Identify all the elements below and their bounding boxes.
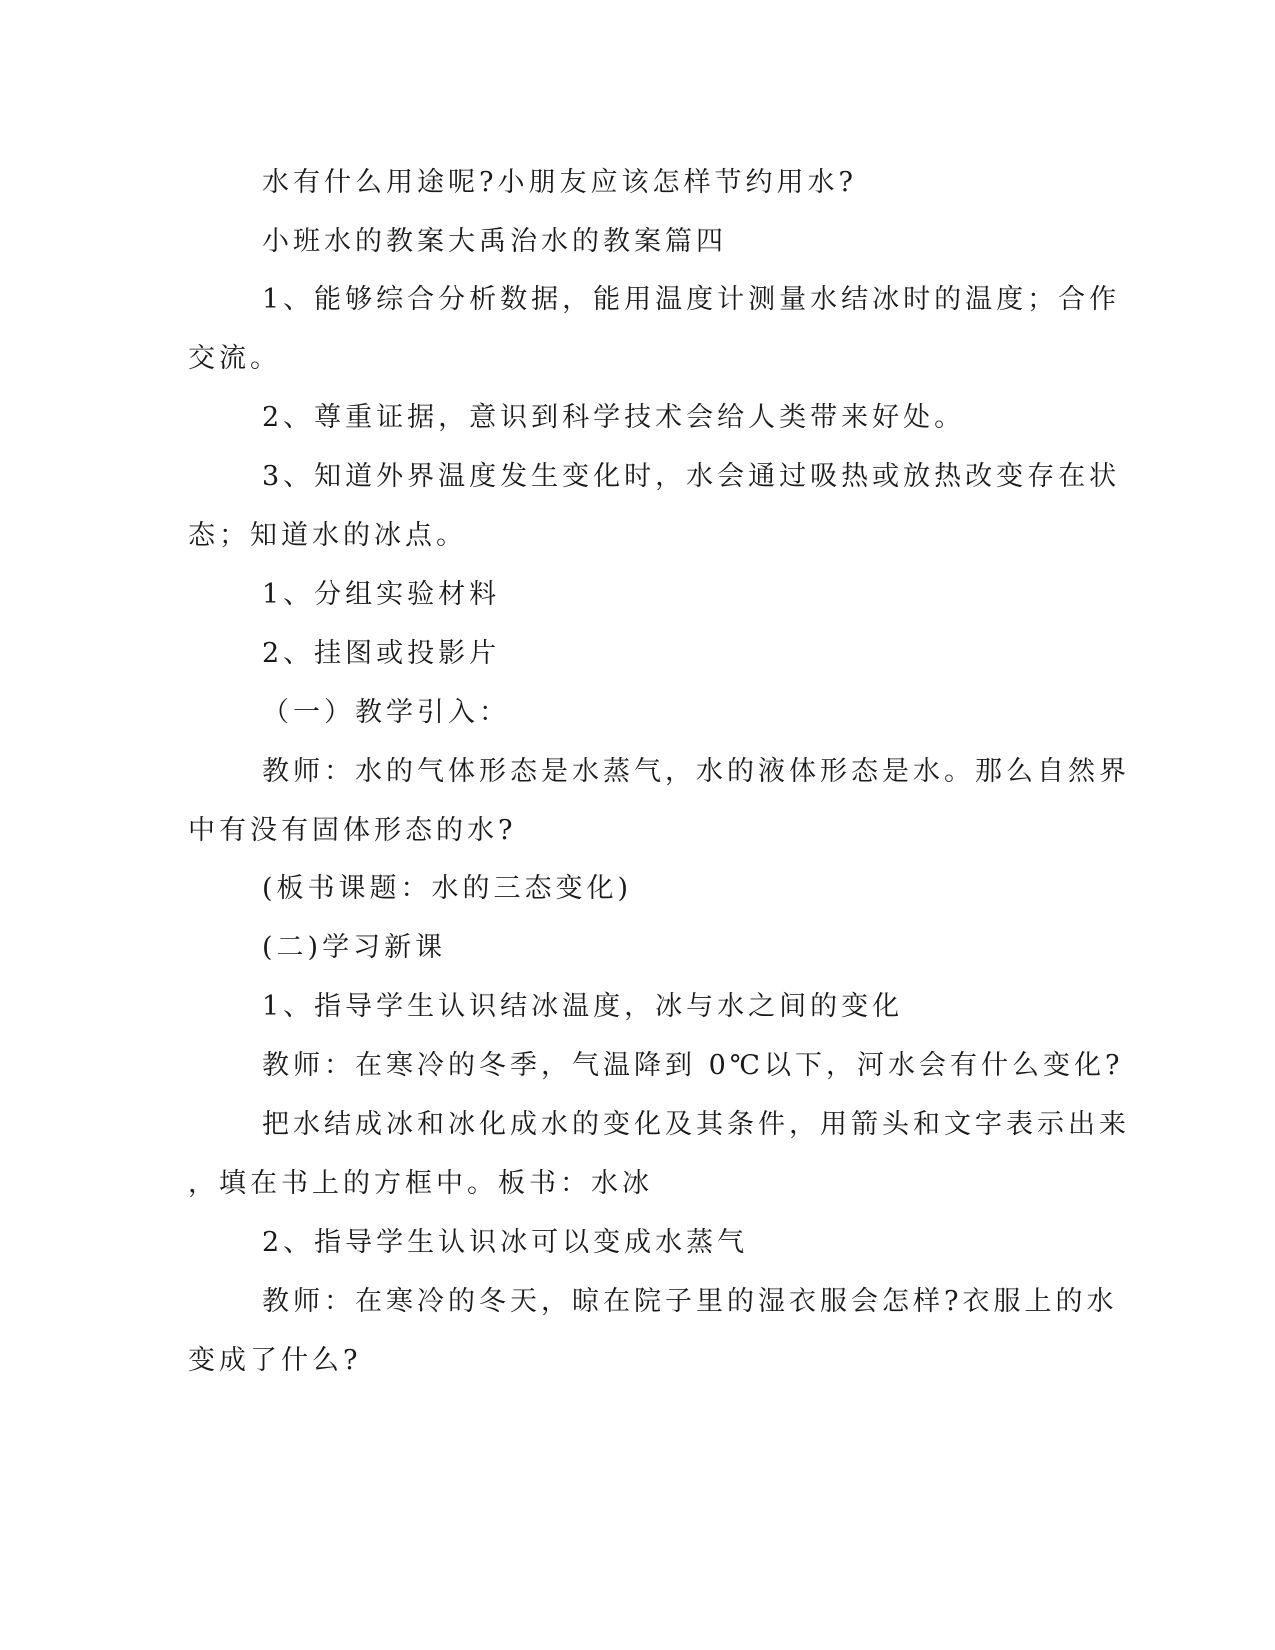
paragraph-line: 2、挂图或投影片 bbox=[262, 638, 501, 669]
paragraph-line: 教师：水的气体形态是水蒸气，水的液体形态是水。那么自然界 bbox=[262, 756, 1130, 787]
paragraph-line: ，填在书上的方框中。板书：水冰 bbox=[188, 1168, 653, 1199]
paragraph-line: 把水结成冰和冰化成水的变化及其条件，用箭头和文字表示出来 bbox=[262, 1109, 1130, 1140]
section-heading: 小班水的教案大禹治水的教案篇四 bbox=[262, 226, 727, 257]
paragraph-line: 1、分组实验材料 bbox=[262, 579, 501, 610]
paragraph-line: 水有什么用途呢?小朋友应该怎样节约用水? bbox=[262, 167, 857, 198]
paragraph-line: 1、能够综合分析数据，能用温度计测量水结冰时的温度；合作 bbox=[262, 284, 1121, 315]
paragraph-line: 交流。 bbox=[188, 343, 281, 374]
paragraph-line: (板书课题：水的三态变化) bbox=[262, 873, 633, 904]
paragraph-line: 3、知道外界温度发生变化时，水会通过吸热或放热改变存在状 bbox=[262, 461, 1121, 492]
paragraph-line: 2、指导学生认识冰可以变成水蒸气 bbox=[262, 1227, 749, 1258]
paragraph-line: 教师：在寒冷的冬天，晾在院子里的湿衣服会怎样?衣服上的水 bbox=[262, 1286, 1118, 1317]
paragraph-line: 1、指导学生认识结冰温度，冰与水之间的变化 bbox=[262, 991, 904, 1022]
paragraph-line: 中有没有固体形态的水? bbox=[188, 815, 517, 846]
paragraph-line: 教师：在寒冷的冬季，气温降到 0℃以下，河水会有什么变化? bbox=[262, 1050, 1124, 1081]
paragraph-line: 变成了什么? bbox=[188, 1345, 362, 1376]
paragraph-line: 态；知道水的冰点。 bbox=[188, 520, 467, 551]
paragraph-line: (二)学习新课 bbox=[262, 932, 447, 963]
paragraph-line: 2、尊重证据，意识到科学技术会给人类带来好处。 bbox=[262, 402, 966, 433]
paragraph-line: （一）教学引入： bbox=[262, 697, 510, 728]
